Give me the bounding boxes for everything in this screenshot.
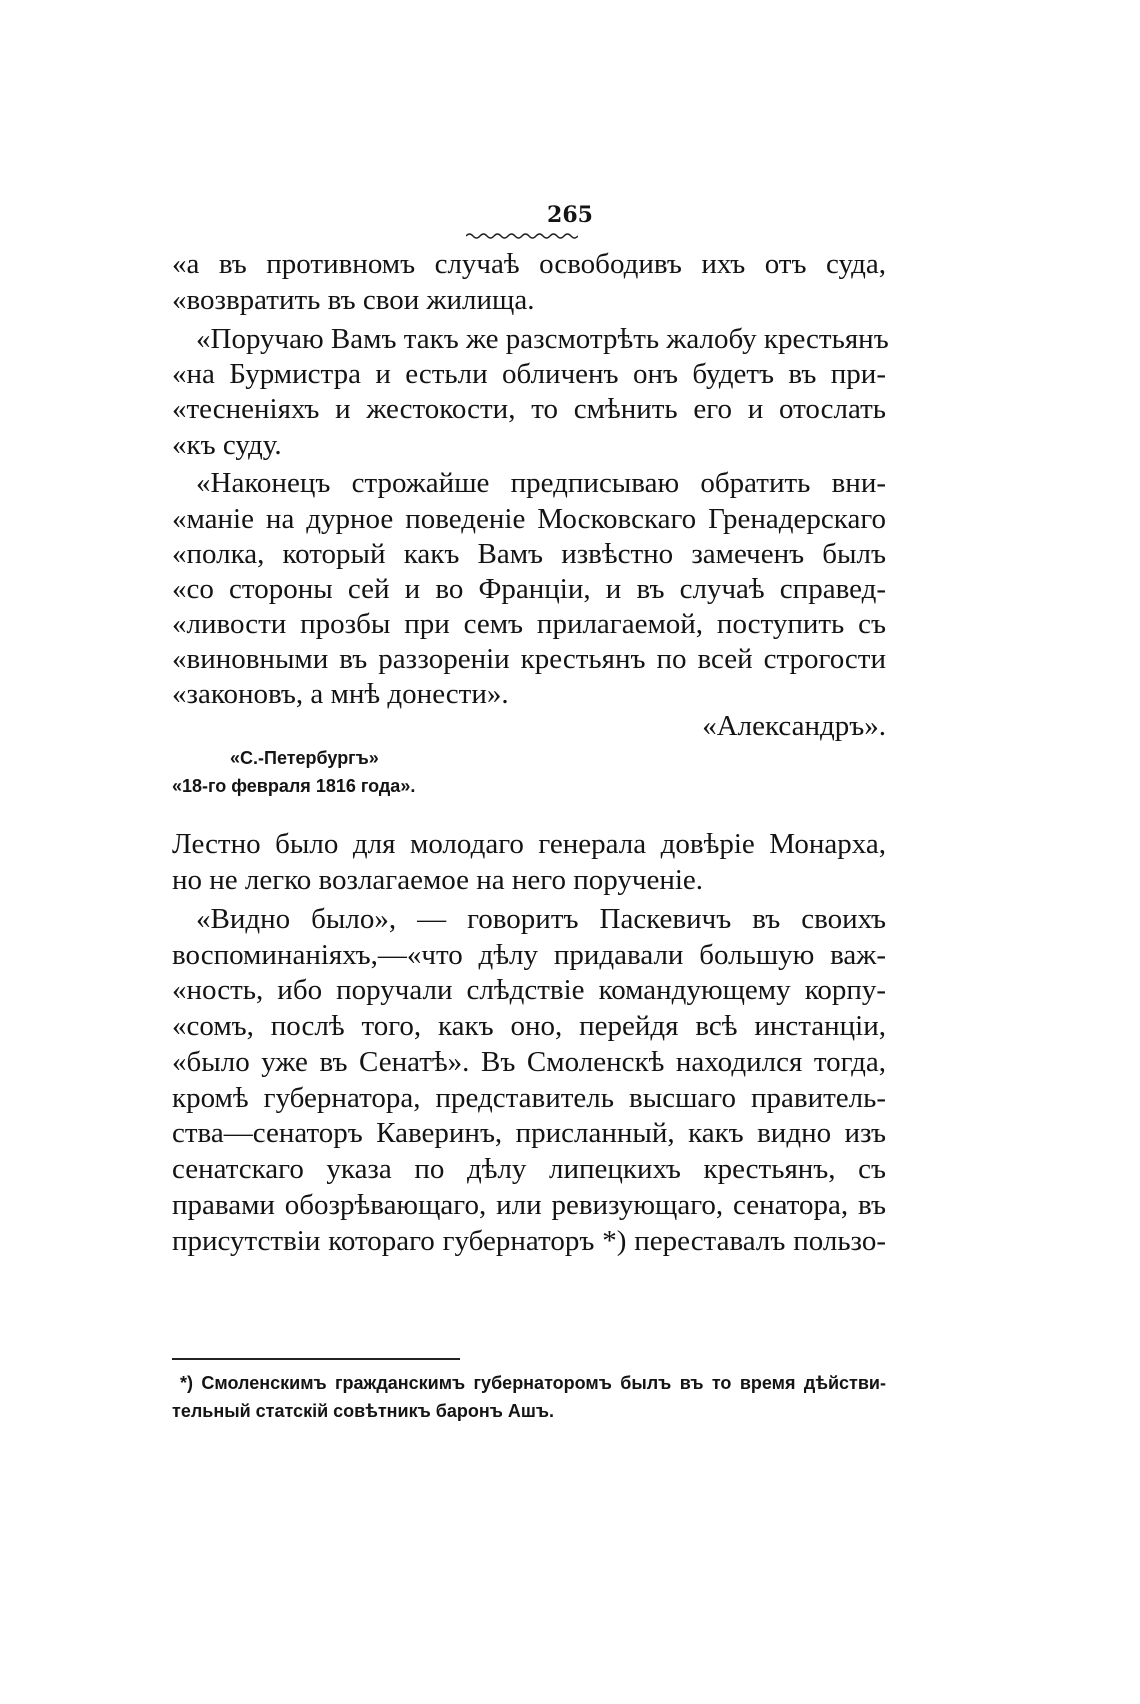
text-line: «полка, который какъ Вамъ извѣстно замеченъ былъ bbox=[172, 538, 886, 570]
text-line: «Поручаю Вамъ такъ же разсмотрѣть жалобу крестьянъ bbox=[196, 323, 889, 355]
footnote-divider bbox=[172, 1358, 460, 1360]
text-line: «ливости прозбы при семъ прилагаемой, поступить съ bbox=[172, 608, 886, 640]
text-line: «къ суду. bbox=[172, 429, 282, 461]
footnote-line: тельный статскій совѣтникъ баронъ Ашъ. bbox=[172, 1401, 554, 1421]
text-line: сенатскаго указа по дѣлу липецкихъ крестьянъ, съ bbox=[172, 1153, 886, 1185]
text-line: «Наконецъ строжайше предписываю обратить вни- bbox=[196, 467, 886, 499]
signature: «Александръ». bbox=[702, 710, 886, 742]
date-line: «18-го февраля 1816 года». bbox=[172, 776, 416, 796]
text-line: «сомъ, послѣ того, какъ оно, перейдя всѣ инстанціи, bbox=[172, 1010, 886, 1042]
text-line: «законовъ, а мнѣ донести». bbox=[172, 678, 509, 710]
text-line: «на Бурмистра и естьли обличенъ онъ будетъ въ при- bbox=[172, 358, 886, 390]
text-line: «было уже въ Сенатѣ». Въ Смоленскѣ находился тогда, bbox=[172, 1046, 886, 1078]
place-line: «С.-Петербургъ» bbox=[230, 748, 379, 768]
text-line: «возвратить въ свои жилища. bbox=[172, 284, 535, 316]
text-line: «виновными въ раззореніи крестьянъ по всей строгости bbox=[172, 643, 886, 675]
text-line: «ность, ибо поручали слѣдствіе командующему корпу- bbox=[172, 974, 886, 1006]
footnote-line: *) Смоленскимъ гражданскимъ губернаторомъ былъ въ то время дѣйстви- bbox=[180, 1373, 886, 1393]
text-line: «тесненіяхъ и жестокости, то смѣнить его и отослать bbox=[172, 393, 886, 425]
page-number: 265 bbox=[547, 202, 593, 228]
text-line: правами обозрѣвающаго, или ревизующаго, сенатора, въ bbox=[172, 1189, 886, 1221]
text-line: Лестно было для молодаго генерала довѣріе Монарха, bbox=[172, 828, 886, 860]
text-line: присутствіи котораго губернаторъ *) переставалъ пользо- bbox=[172, 1225, 886, 1257]
text-line: «Видно было», — говоритъ Паскевичъ въ своихъ bbox=[196, 903, 886, 935]
text-line: кромѣ губернатора, представитель высшаго правитель- bbox=[172, 1082, 886, 1114]
text-line: «а въ противномъ случаѣ освободивъ ихъ отъ суда, bbox=[172, 248, 886, 280]
text-line: но не легко возлагаемое на него порученіе. bbox=[172, 864, 704, 896]
page-number-wavy-rule bbox=[466, 232, 578, 240]
text-line: «со стороны сей и во Франціи, и въ случаѣ справед- bbox=[172, 573, 886, 605]
text-line: воспоминаніяхъ,—«что дѣлу придавали большую важ- bbox=[172, 939, 886, 971]
text-line: «маніе на дурное поведеніе Московскаго Гренадерскаго bbox=[172, 503, 886, 535]
text-line: ства—сенаторъ Каверинъ, присланный, какъ видно изъ bbox=[172, 1117, 886, 1149]
